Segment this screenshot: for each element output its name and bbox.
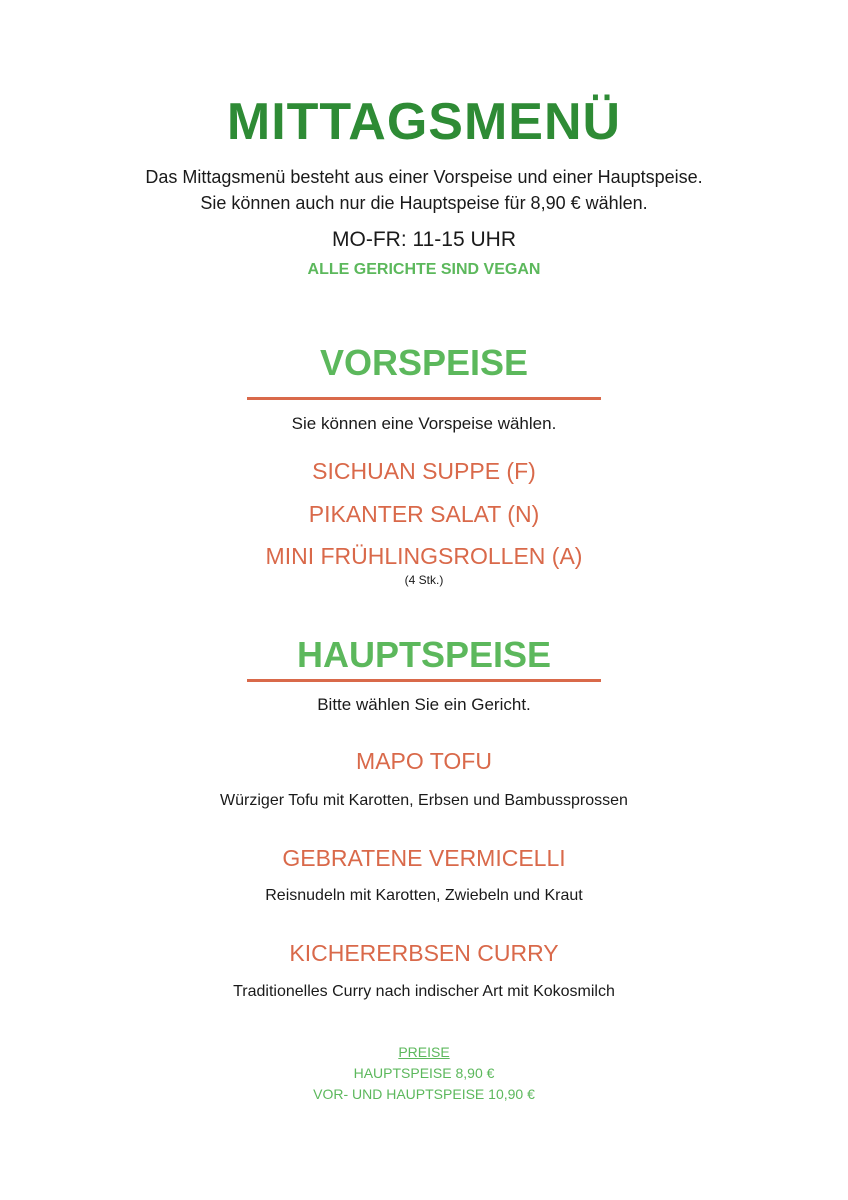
mains-note: Bitte wählen Sie ein Gericht. [317,695,531,714]
mains-heading: HAUPTSPEISE [296,634,552,675]
main-item-description: Traditionelles Curry nach indischer Art mit Kokosmilch [233,983,615,1000]
main-item-description: Reisnudeln mit Karotten, Zwiebeln und Kraut [265,887,583,904]
opening-hours: MO-FR: 11-15 UHR [332,228,516,251]
price-main-only: HAUPTSPEISE 8,90 € [353,1065,495,1081]
mains-divider [247,679,601,682]
starters-note: Sie können eine Vorspeise wählen. [291,414,557,433]
starter-item-pikanter-salat: PIKANTER SALAT (N) [308,501,540,527]
intro-line-2: Sie können auch nur die Hauptspeise für 8,90 € wählen. [200,193,648,213]
intro-line-1: Das Mittagsmenü besteht aus einer Vorspeise und einer Hauptspeise. [145,167,703,187]
main-item-description: Würziger Tofu mit Karotten, Erbsen und Bambussprossen [220,792,628,809]
main-item-gebratene-vermicelli: GEBRATENE VERMICELLI [282,845,566,871]
starters-heading: VORSPEISE [319,342,529,383]
prices-heading: PREISE [398,1044,450,1060]
vegan-note: ALLE GERICHTE SIND VEGAN [307,261,541,278]
page-title: MITTAGSMENÜ [226,93,622,151]
starter-item-detail: (4 Stk.) [404,573,444,587]
main-item-kichererbsen-curry: KICHERERBSEN CURRY [289,940,559,966]
main-item-mapo-tofu: MAPO TOFU [356,748,492,774]
starters-divider [247,397,601,400]
price-starter-and-main: VOR- UND HAUPTSPEISE 10,90 € [313,1086,535,1102]
starter-item-sichuan-suppe: SICHUAN SUPPE (F) [312,458,536,484]
starter-item-mini-fruehlingsrollen: MINI FRÜHLINGSROLLEN (A) [265,543,583,569]
